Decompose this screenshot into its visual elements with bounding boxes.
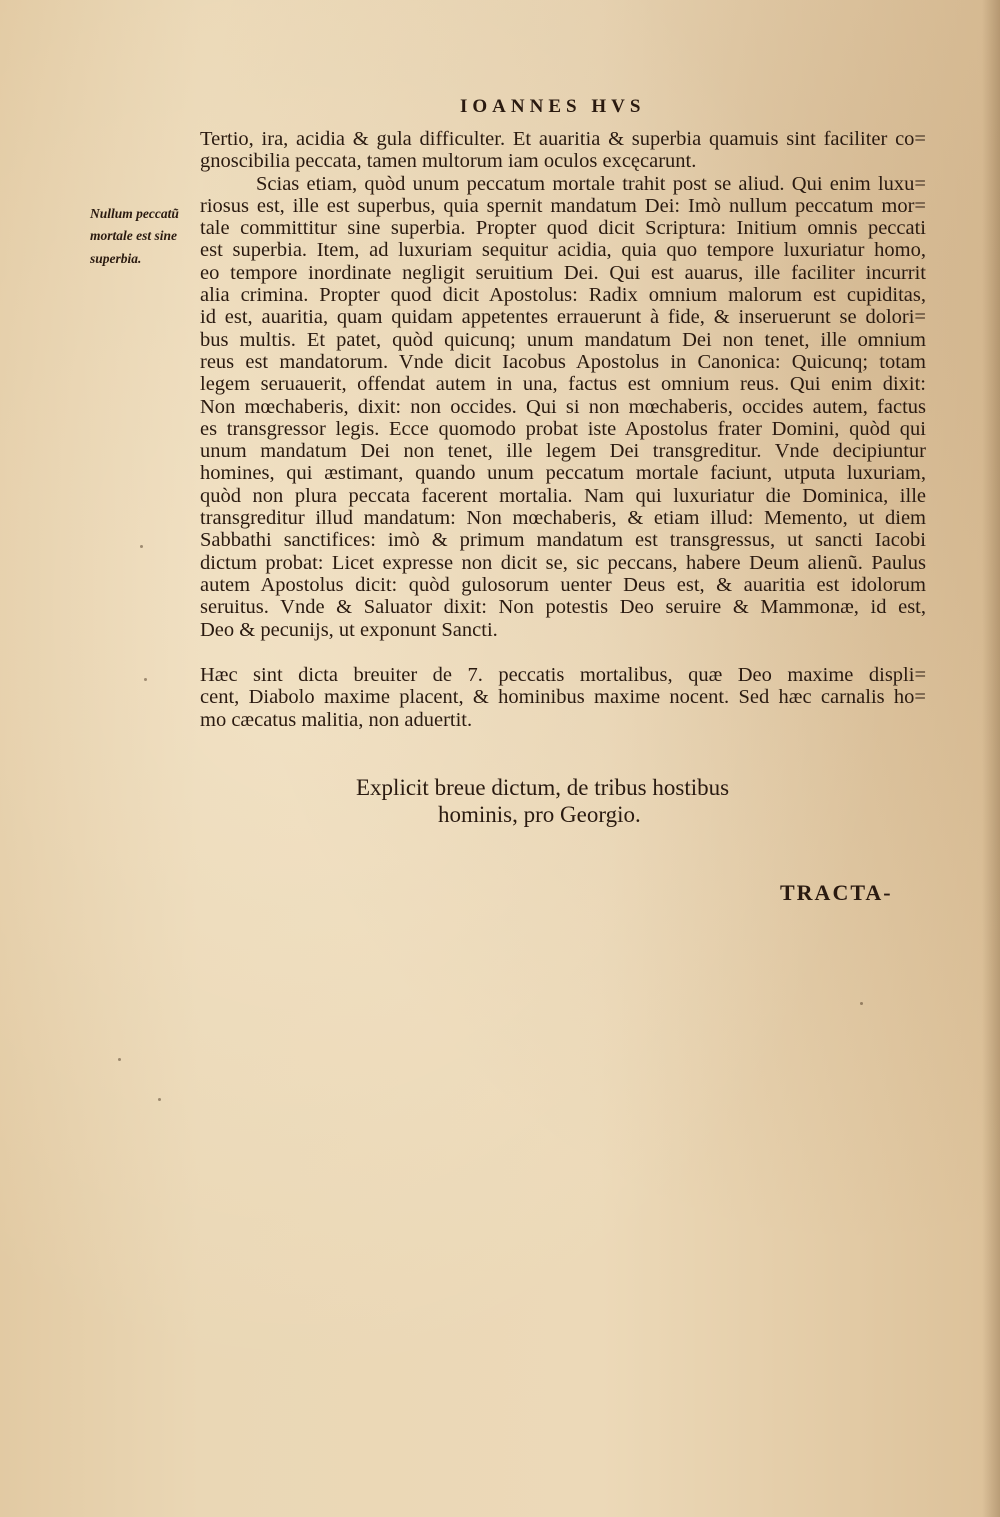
ink-speck [140,545,143,548]
text-line: mo cæcatus malitia, non aduertit. [200,708,473,731]
text-line: autem Apostolus dicit: quòd gulosorum uenter Deus est, & auaritia est idolorum [200,573,926,596]
ink-speck [144,678,147,681]
margin-note [90,203,198,270]
text-line: alia crimina. Propter quod dicit Apostolus: Radix omnium malorum est cupiditas, [200,284,926,307]
catchword: TRACTA- [780,880,893,905]
text-line: cent, Diabolo maxime placent, & hominibus maxime nocent. Sed hæc carnalis ho= [200,686,926,709]
text-line: transgreditur illud mandatum: Non mœchaberis, & etiam illud: Memento, ut diem [200,507,926,530]
margin-note-line: mortale est sine [90,228,177,244]
text-line: unum mandatum Dei non tenet, ille legem Dei transgreditur. Vnde decipiuntur [200,440,926,463]
explicit-line: Explicit breue dictum, de tribus hostibus [356,775,730,800]
ink-speck [118,1058,121,1061]
page-edge-shadow [982,0,1000,1517]
text-line: est superbia. Item, ad luxuriam sequitur acidia, quia quo tempore luxuriatur homo, [200,239,926,262]
text-line: quòd non plura peccata facerent mortalia. Nam qui luxuriatur die Dominica, ille [200,484,926,507]
text-line: reus est mandatorum. Vnde dicit Iacobus Apostolus in Canonica: Quicunq; totam [200,350,926,373]
running-head: IOANNES HVS [460,96,646,117]
text-line: dictum probat: Licet expresse non dicit se, sic peccans, habere Deum alienũ. Paulus [200,551,926,574]
margin-note-line: Nullum peccatũ [90,206,179,221]
text-line: Non mœchaberis, dixit: non occides. Qui si non mœchaberis, occides autem, factus [200,395,926,418]
text-line: Deo & pecunijs, ut exponunt Sancti. [200,618,498,641]
text-line: Sabbathi sanctifices: imò & primum mandatum est transgressus, ut sancti Iacobi [200,529,926,552]
explicit-colophon [356,774,796,828]
text-line: id est, auaritia, quam quidam appetentes errauerunt à fide, & inseruerunt se dolori= [200,306,926,329]
ink-speck [158,1098,161,1101]
text-line: legem seruauerit, offendat autem in una, factus est omnium reus. Qui enim dixit: [200,373,926,396]
text-line: bus multis. Et patet, quòd quicunq; unum mandatum Dei non tenet, ille omnium [200,328,926,351]
margin-note-line: superbia. [90,250,142,266]
text-line: tale committitur sine superbia. Propter quod dicit Scriptura: Initium omnis peccati [200,217,926,240]
text-line: homines, qui æstimant, quando unum peccatum mortale faciunt, utputa luxuriam, [200,462,926,485]
text-line: Tertio, ira, acidia & gula difficulter. Et auaritia & superbia quamuis sint faciliter co= [200,128,926,150]
text-line: Scias etiam, quòd unum peccatum mortale trahit post se aliud. Qui enim luxu= [256,172,926,195]
text-line: es transgressor legis. Ecce quomodo probat iste Apostolus frater Domini, quòd qui [200,417,926,440]
explicit-line: hominis, pro Georgio. [438,802,641,827]
text-line: Hæc sint dicta breuiter de 7. peccatis mortalibus, quæ Deo maxime displi= [200,664,926,686]
closing-paragraph [200,664,926,731]
text-line: eo tempore inordinate negligit seruitium Dei. Qui est auarus, ille faciliter incurrit [200,261,926,284]
text-line: riosus est, ille est superbus, quia spernit mandatum Dei: Imò nullum peccatum mor= [200,194,926,217]
ink-speck [860,1002,863,1005]
text-line: gnoscibilia peccata, tamen multorum iam oculos excęcarunt. [200,150,697,173]
text-line: seruitus. Vnde & Saluator dixit: Non potestis Deo seruire & Mammonæ, id est, [200,596,926,619]
main-paragraph [200,128,926,641]
